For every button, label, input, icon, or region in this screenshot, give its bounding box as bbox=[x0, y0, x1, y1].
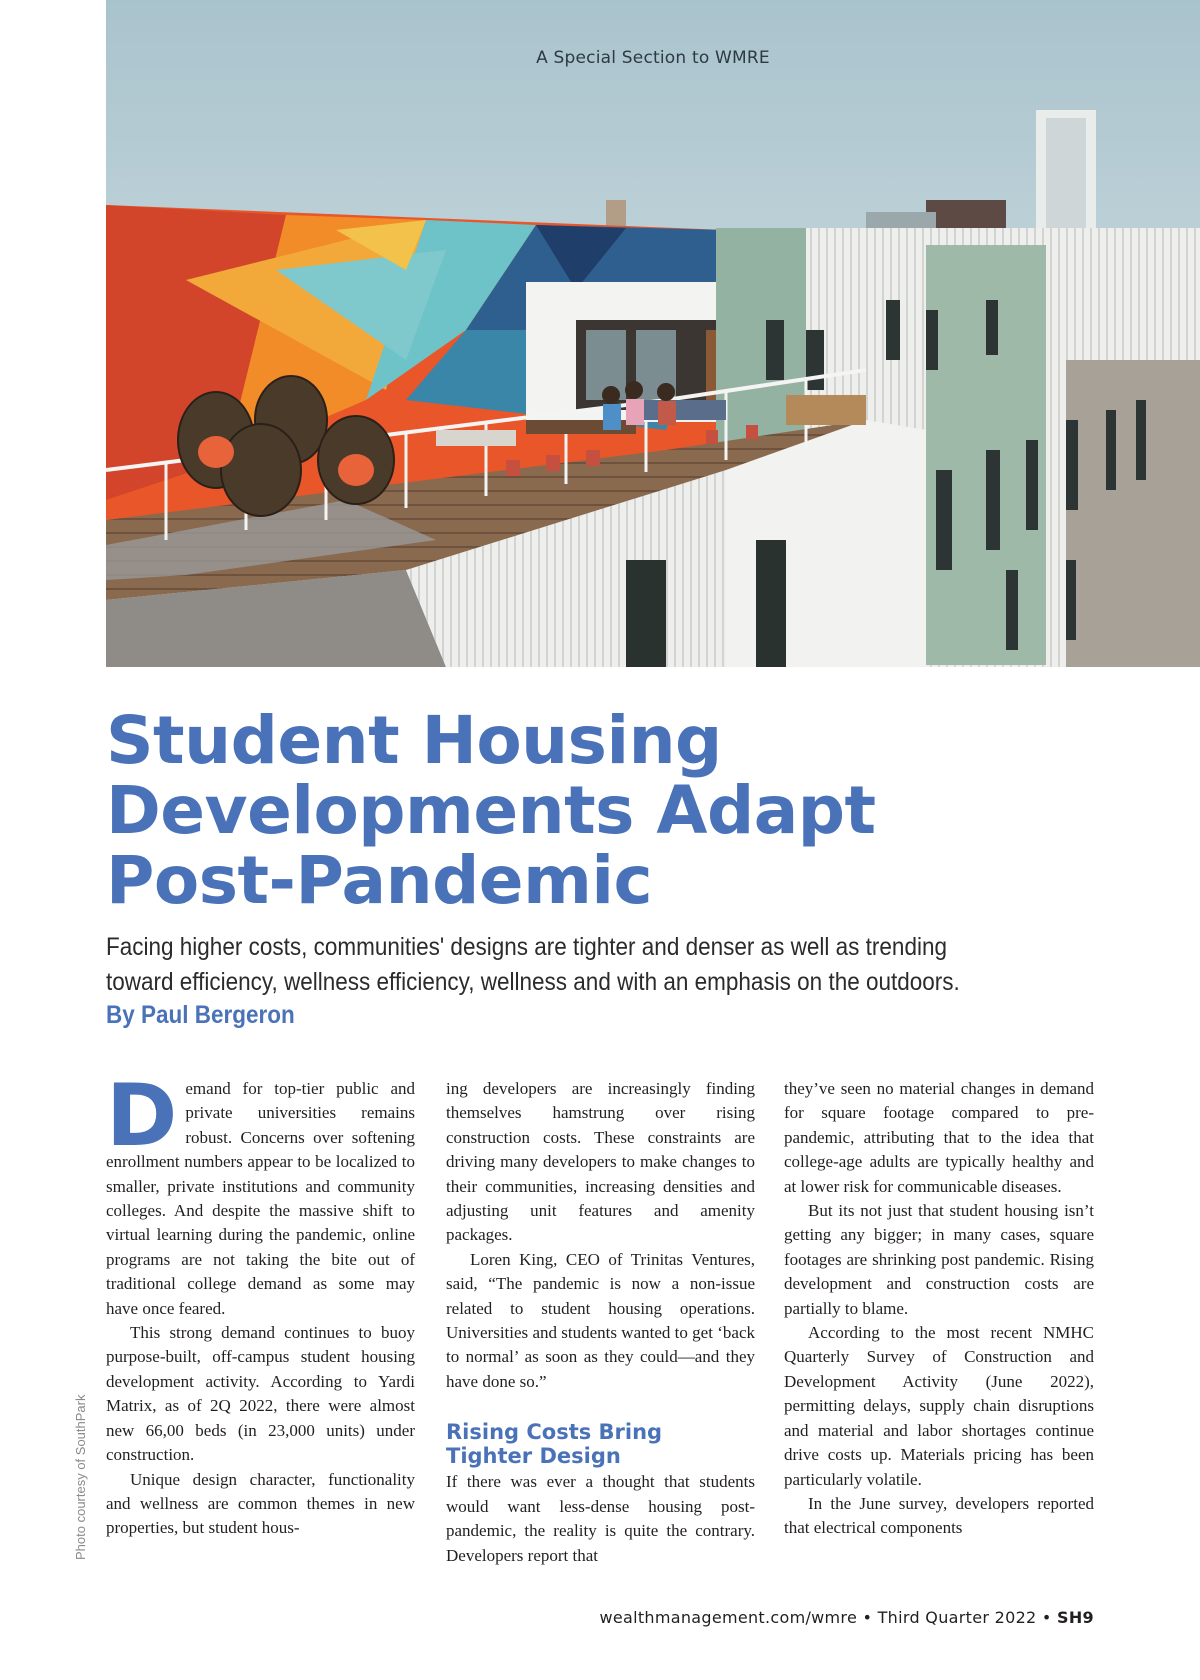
drop-cap: D bbox=[106, 1066, 178, 1166]
body-paragraph: they’ve seen no material changes in demand for square footage compared to pre-pandemic, attributing that to the idea that college-age adults are typically healthy and at lower risk for communicable diseases. bbox=[784, 1079, 1094, 1196]
body-column-3 bbox=[784, 1077, 1094, 1541]
body-paragraph bbox=[106, 1066, 415, 1321]
footer-text: wealthmanagement.com/wmre • Third Quarter 2022 • bbox=[599, 1608, 1058, 1627]
body-paragraph: But its not just that student housing isn’t getting any bigger; in many cases, square footages are shrinking post pandemic. Rising development and construction costs are partially to blame. bbox=[784, 1201, 1094, 1318]
title-line: Post-Pandemic bbox=[106, 842, 653, 919]
paragraph-text: emand for top-tier public and private universities remains robust. Concerns over softening enrollment numbers appear to be localized to smaller, private institutions and community colleges. And despite the massive shift to virtual learning during the pandemic, online programs are not taking the bite out of traditional college demand as some may have once feared. bbox=[106, 1079, 415, 1318]
photo-credit: Photo courtesy of SouthPark bbox=[73, 1394, 88, 1560]
body-paragraph: ing developers are increasingly finding themselves hamstrung over rising construction costs. These constraints are driving many developers to make changes to their communities, increasing densities and adjusting unit features and amenity packages. bbox=[446, 1079, 755, 1245]
body-column-2 bbox=[446, 1077, 755, 1568]
article-deck bbox=[106, 930, 1123, 1000]
title-line: Student Housing bbox=[106, 702, 722, 779]
body-paragraph: Loren King, CEO of Trinitas Ventures, said, “The pandemic is now a non-issue related to student housing operations. Universities and students wanted to get ‘back to normal’ as soon as they could—and they have done so.” bbox=[446, 1249, 755, 1391]
byline: By Paul Bergeron bbox=[106, 1001, 295, 1029]
deck-line: toward efficiency, wellness efficiency, wellness and with an emphasis on the outdoors. bbox=[106, 968, 960, 996]
article-title bbox=[106, 702, 1106, 919]
title-line: Developments Adapt bbox=[106, 772, 876, 849]
body-paragraph: In the June survey, developers reported that electrical components bbox=[784, 1493, 1094, 1538]
body-paragraph: If there was ever a thought that students would want less-dense housing post-pandemic, the reality is quite the contrary. Developers report that bbox=[446, 1472, 755, 1565]
rooftop-terrace-illustration bbox=[106, 0, 1200, 667]
body-paragraph: According to the most recent NMHC Quarterly Survey of Construction and Development Activity (June 2022), permitting delays, supply chain disruptions and material and labor shortages continue drive costs up. Materials pricing has been particularly volatile. bbox=[784, 1323, 1094, 1489]
body-paragraph: Unique design character, functionality and wellness are common themes in new properties, but student hous- bbox=[106, 1469, 415, 1538]
page-footer bbox=[599, 1608, 1094, 1627]
body-paragraph: This strong demand continues to buoy purpose-built, off-campus student housing development activity. According to Yardi Matrix, as of 2Q 2022, there were almost new 66,00 beds (in 23,000 units) under construction. bbox=[106, 1323, 415, 1465]
hero-photo bbox=[106, 0, 1200, 667]
page-number: SH9 bbox=[1057, 1608, 1094, 1627]
deck-line: Facing higher costs, communities' designs are tighter and denser as well as trending bbox=[106, 933, 947, 961]
body-column-1 bbox=[106, 1066, 415, 1541]
section-label: A Special Section to WMRE bbox=[536, 48, 770, 68]
section-subhead: Rising Costs Bring Tighter Design bbox=[446, 1420, 663, 1469]
